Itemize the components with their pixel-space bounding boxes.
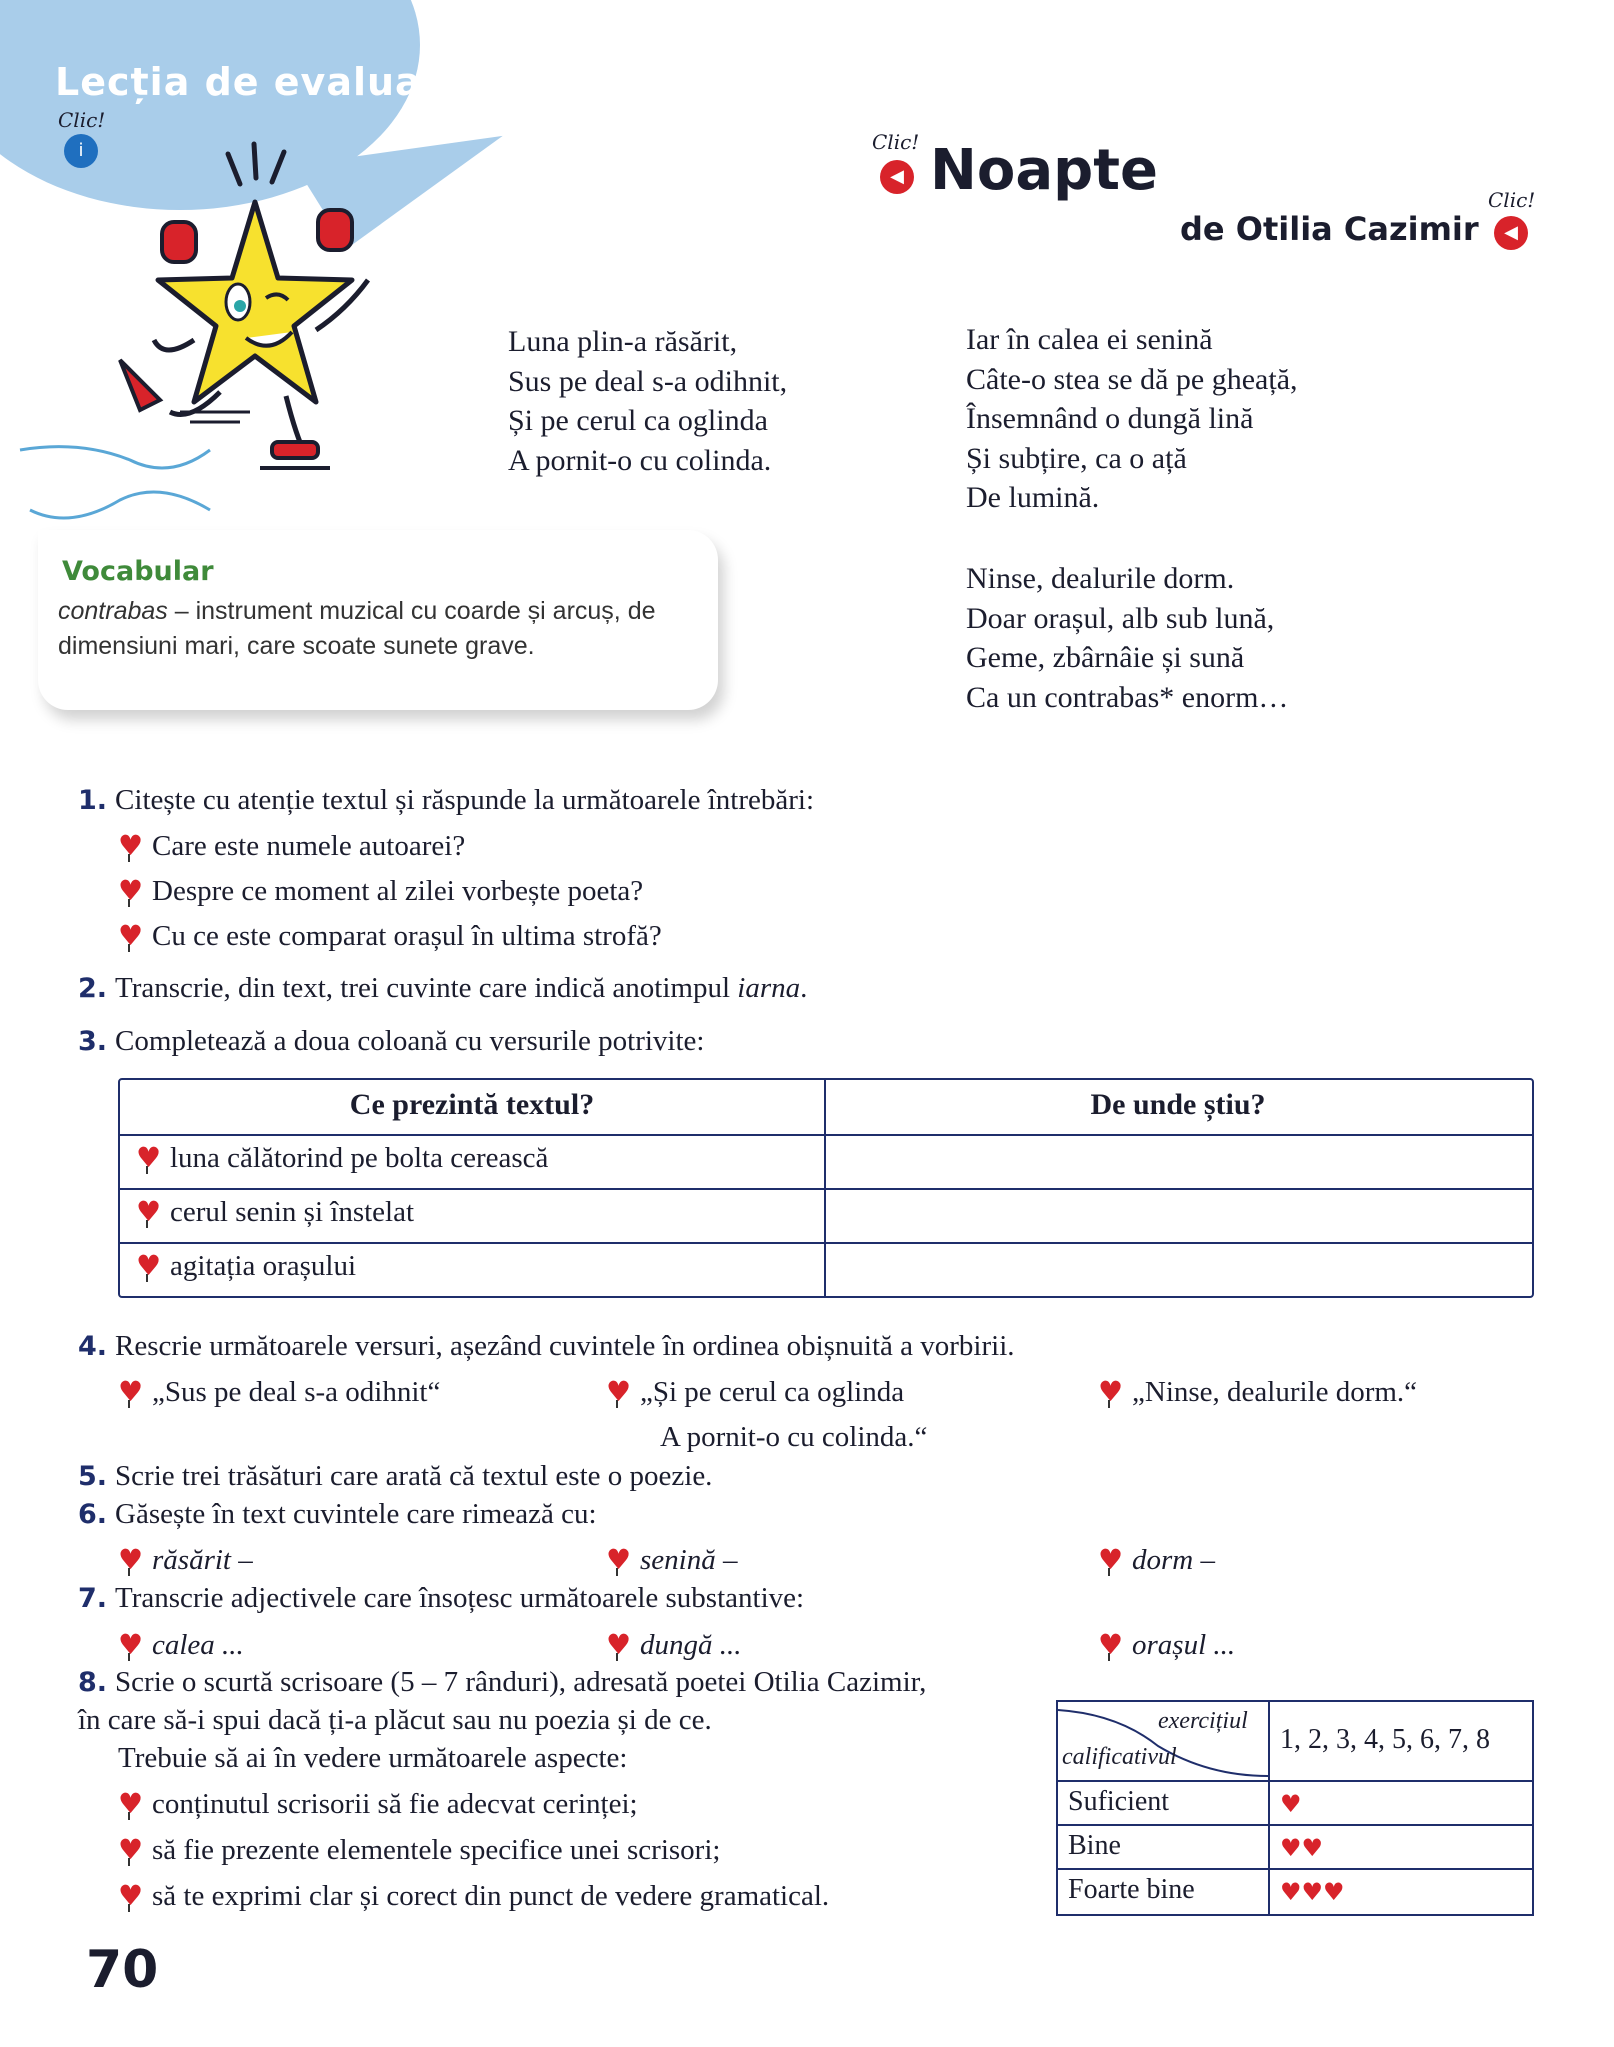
heart-bullet-icon — [136, 1203, 158, 1225]
list-item-text: „Și pe cerul ca oglinda — [640, 1376, 905, 1408]
exercise-text: Transcrie, din text, trei cuvinte care indică anotimpul — [115, 972, 738, 1004]
poem-line: Ca un contrabas* enorm… — [966, 680, 1289, 714]
poem-line: A pornit-o cu colinda. — [508, 443, 772, 477]
list-item — [606, 1544, 737, 1577]
heart-bullet-icon — [118, 1841, 140, 1863]
vocabulary-definition-text: – instrument muzical cu coarde și arcuș, de dimensiuni mari, care scoate sunete grave. — [58, 597, 656, 660]
grade-hearts-icon: ♥ — [1280, 1790, 1302, 1818]
exercise-7 — [78, 1582, 804, 1615]
exercise-list: 1, 2, 3, 4, 5, 6, 7, 8 — [1280, 1724, 1490, 1755]
list-item-continuation: A pornit-o cu colinda.“ — [660, 1421, 928, 1453]
exercise-1 — [78, 784, 814, 817]
heart-bullet-icon — [118, 1636, 140, 1658]
ice-trail-decoration — [10, 430, 230, 530]
exercise-number: 3. — [78, 1026, 108, 1057]
grading-table — [1056, 1700, 1534, 1916]
list-item-text: senină – — [640, 1544, 738, 1576]
exercise-6 — [78, 1498, 597, 1531]
exercise-text: Citește cu atenție textul și răspunde la următoarele întrebări: — [115, 784, 815, 816]
exercise-text: Rescrie următoarele versuri, așezând cuvintele în ordinea obișnuită a vorbirii. — [115, 1330, 1015, 1362]
list-item — [1098, 1629, 1235, 1662]
exercise-number: 8. — [78, 1667, 108, 1698]
poem-stanza-1 — [508, 322, 787, 480]
list-item-text: „Sus pe deal s-a odihnit“ — [152, 1376, 441, 1408]
table-row — [136, 1142, 548, 1175]
star-mascot-illustration — [90, 130, 420, 480]
list-item — [1098, 1376, 1417, 1409]
exercise-text-italic: iarna — [737, 972, 801, 1004]
exercise-text: Scrie o scurtă scrisoare (5 – 7 rânduri), adresată poetei Otilia Cazimir, — [115, 1666, 927, 1698]
table-cell: luna călătorind pe bolta cerească — [170, 1142, 549, 1174]
heart-bullet-icon — [606, 1636, 628, 1658]
exercise-text-line: Trebuie să ai în vedere următoarele aspecte: — [118, 1742, 628, 1774]
table-row — [136, 1196, 414, 1229]
poem-line: Luna plin-a răsărit, — [508, 325, 738, 358]
list-item — [118, 1629, 244, 1662]
list-item — [118, 1834, 720, 1867]
poem-line: Însemnând o dungă lină — [966, 402, 1254, 435]
heart-bullet-icon — [118, 1383, 140, 1405]
list-item — [118, 1880, 829, 1913]
exercise-text: Găsește în text cuvintele care rimează cu: — [115, 1498, 597, 1530]
list-item — [118, 830, 465, 863]
clic-label: Clic! — [1488, 188, 1536, 212]
list-item-text: răsărit – — [152, 1544, 253, 1576]
poem-author: de Otilia Cazimir — [1180, 210, 1479, 248]
list-item-text: conținutul scrisorii să fie adecvat cerinței; — [152, 1788, 638, 1820]
list-item — [1098, 1544, 1215, 1577]
page-number: 70 — [86, 1940, 159, 2000]
poem-line: Câte-o stea se dă pe gheață, — [966, 362, 1298, 396]
grade-hearts-icon: ♥♥ — [1280, 1834, 1324, 1862]
list-item — [118, 1376, 440, 1409]
author-audio-icon[interactable]: ◀ — [1494, 216, 1528, 250]
exercise-number: 4. — [78, 1331, 108, 1362]
grade-label: Foarte bine — [1068, 1874, 1195, 1905]
table-cell: cerul senin și înstelat — [170, 1196, 415, 1228]
audio-icon[interactable]: ◀ — [880, 160, 914, 194]
lesson-title: Lecția de evaluare — [55, 60, 469, 104]
list-item-text: calea ... — [152, 1629, 244, 1661]
poem-line: Doar orașul, alb sub lună, — [966, 601, 1275, 635]
exercise-8 — [78, 1666, 926, 1699]
list-item-text: orașul ... — [1132, 1629, 1236, 1661]
vocabulary-definition — [58, 594, 708, 664]
heart-bullet-icon — [136, 1257, 158, 1279]
exercise-5 — [78, 1460, 712, 1493]
exercise-3 — [78, 1025, 704, 1058]
poem-line: Și subțire, ca o ață — [966, 441, 1187, 475]
poem-line: Iar în calea ei senină — [966, 323, 1213, 356]
exercise-4 — [78, 1330, 1015, 1363]
list-item — [606, 1629, 742, 1662]
exercise-number: 6. — [78, 1499, 108, 1530]
table-header: Ce prezintă textul? — [349, 1088, 595, 1121]
list-item-text: Care este numele autoarei? — [152, 830, 466, 862]
poem-title: Noapte — [930, 138, 1158, 203]
list-item-text: Despre ce moment al zilei vorbește poeta? — [152, 875, 644, 907]
exercise-header: exercițiul — [1158, 1708, 1248, 1734]
grade-label: Bine — [1068, 1830, 1121, 1861]
clic-label: Clic! — [58, 108, 106, 132]
poem-line: Ninse, dealurile dorm. — [966, 562, 1235, 595]
list-item-text: să te exprimi clar și corect din punct de vedere gramatical. — [152, 1880, 830, 1912]
exercise-text-end: . — [800, 972, 808, 1004]
list-item — [118, 920, 662, 953]
exercise-text: Scrie trei trăsături care arată că textul este o poezie. — [115, 1460, 713, 1492]
grade-header: calificativul — [1062, 1744, 1177, 1770]
exercise-text: Transcrie adjectivele care însoțesc următoarele substantive: — [115, 1582, 805, 1614]
list-item-text: să fie prezente elementele specifice unei scrisori; — [152, 1834, 721, 1866]
heart-bullet-icon — [118, 882, 140, 904]
heart-bullet-icon — [606, 1383, 628, 1405]
heart-bullet-icon — [1098, 1383, 1120, 1405]
table-cell: agitația orașului — [170, 1250, 357, 1282]
list-item-text: Cu ce este comparat orașul în ultima strofă? — [152, 920, 662, 952]
heart-bullet-icon — [606, 1551, 628, 1573]
exercise-2 — [78, 972, 807, 1005]
clic-label: Clic! — [872, 130, 920, 154]
exercise-text: Completează a doua coloană cu versurile potrivite: — [115, 1025, 705, 1057]
grade-hearts-icon: ♥♥♥ — [1280, 1878, 1345, 1906]
poem-line: Geme, zbârnâie și sună — [966, 641, 1245, 674]
exercise-number: 1. — [78, 785, 108, 816]
heart-bullet-icon — [1098, 1636, 1120, 1658]
heart-bullet-icon — [118, 1887, 140, 1909]
vocabulary-term: contrabas — [58, 597, 168, 625]
exercise-number: 5. — [78, 1461, 108, 1492]
vocabulary-title: Vocabular — [62, 556, 214, 587]
info-audio-icon[interactable]: i — [64, 134, 98, 168]
poem-line: Și pe cerul ca oglinda — [508, 404, 768, 437]
heart-bullet-icon — [118, 1551, 140, 1573]
table-row — [136, 1250, 356, 1283]
heart-bullet-icon — [118, 837, 140, 859]
completion-table — [118, 1078, 1534, 1298]
list-item-text: dorm – — [1132, 1544, 1215, 1576]
poem-line: De lumină. — [966, 481, 1100, 514]
list-item — [118, 1544, 253, 1577]
heart-bullet-icon — [1098, 1551, 1120, 1573]
grade-label: Suficient — [1068, 1786, 1170, 1817]
list-item — [118, 875, 643, 908]
table-header: De unde știu? — [1090, 1088, 1266, 1121]
list-item — [606, 1376, 904, 1409]
poem-stanza-2 — [966, 320, 1298, 518]
poem-stanza-3 — [966, 559, 1288, 717]
exercise-number: 7. — [78, 1583, 108, 1614]
exercise-text-line: în care să-i spui dacă ți-a plăcut sau nu poezia și de ce. — [78, 1704, 712, 1736]
heart-bullet-icon — [118, 1795, 140, 1817]
list-item — [118, 1788, 638, 1821]
poem-line: Sus pe deal s-a odihnit, — [508, 364, 788, 398]
list-item-text: dungă ... — [640, 1629, 742, 1661]
heart-bullet-icon — [118, 927, 140, 949]
list-item-text: „Ninse, dealurile dorm.“ — [1132, 1376, 1418, 1408]
exercise-number: 2. — [78, 973, 108, 1004]
heart-bullet-icon — [136, 1149, 158, 1171]
